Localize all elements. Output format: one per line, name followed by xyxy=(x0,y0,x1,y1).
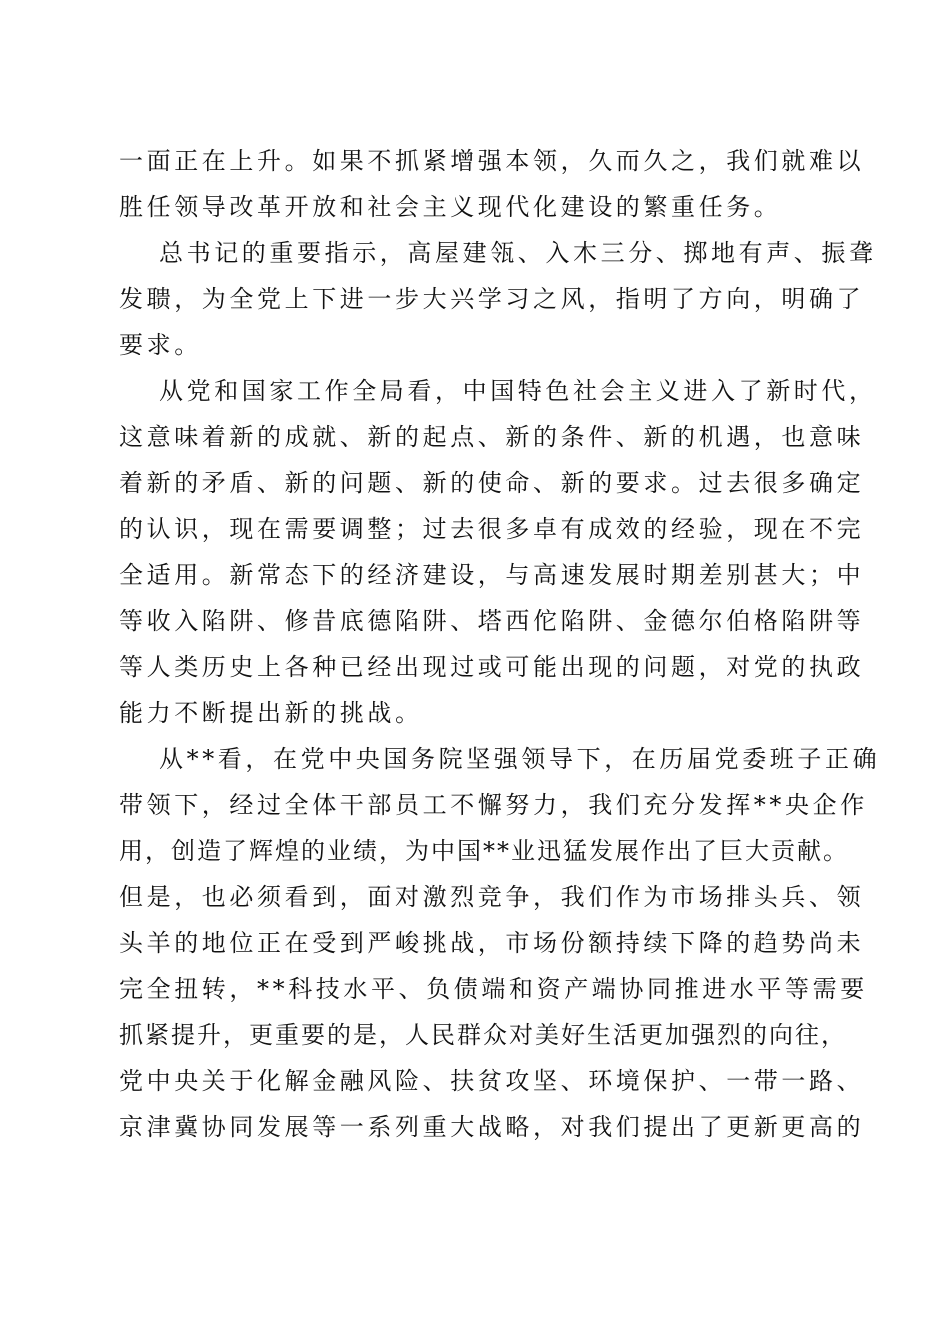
paragraph-2-line-1: 总书记的重要指示，高屋建瓴、入木三分、掷地有声、振聋 xyxy=(159,239,877,267)
paragraph-4-line-4: 但是，也必须看到，面对激烈竞争，我们作为市场排头兵、领 xyxy=(119,883,865,911)
paragraph-3-line-8: 能力不断提出新的挑战。 xyxy=(119,699,423,727)
paragraph-3-line-4: 的认识，现在需要调整；过去很多卓有成效的经验，现在不完 xyxy=(119,515,865,543)
paragraph-3-line-2: 这意味着新的成就、新的起点、新的条件、新的机遇，也意味 xyxy=(119,423,865,451)
paragraph-4-line-6: 完全扭转，**科技水平、负债端和资产端协同推进水平等需要 xyxy=(119,975,868,1003)
paragraph-1-line-1: 一面正在上升。如果不抓紧增强本领，久而久之，我们就难以 xyxy=(119,147,865,175)
paragraph-4-line-3: 用，创造了辉煌的业绩，为中国**业迅猛发展作出了巨大贡献。 xyxy=(119,837,849,865)
paragraph-4-line-9: 京津冀协同发展等一系列重大战略，对我们提出了更新更高的 xyxy=(119,1113,865,1141)
paragraph-4-line-5: 头羊的地位正在受到严峻挑战，市场份额持续下降的趋势尚未 xyxy=(119,929,865,957)
paragraph-4-line-2: 带领下，经过全体干部员工不懈努力，我们充分发挥**央企作 xyxy=(119,791,868,819)
paragraph-2-line-2: 发聩，为全党上下进一步大兴学习之风，指明了方向，明确了 xyxy=(119,285,865,313)
paragraph-2-line-3: 要求。 xyxy=(119,331,202,359)
paragraph-4-line-7: 抓紧提升，更重要的是，人民群众对美好生活更加强烈的向往， xyxy=(119,1021,847,1049)
paragraph-4-line-8: 党中央关于化解金融风险、扶贫攻坚、环境保护、一带一路、 xyxy=(119,1067,865,1095)
paragraph-3-line-5: 全适用。新常态下的经济建设，与高速发展时期差别甚大；中 xyxy=(119,561,865,589)
paragraph-4-line-1: 从**看，在党中央国务院坚强领导下，在历届党委班子正确 xyxy=(159,745,881,773)
paragraph-3-line-1: 从党和国家工作全局看，中国特色社会主义进入了新时代， xyxy=(159,377,877,405)
paragraph-3-line-7: 等人类历史上各种已经出现过或可能出现的问题，对党的执政 xyxy=(119,653,865,681)
paragraph-3-line-6: 等收入陷阱、修昔底德陷阱、塔西佗陷阱、金德尔伯格陷阱等 xyxy=(119,607,865,635)
paragraph-3-line-3: 着新的矛盾、新的问题、新的使命、新的要求。过去很多确定 xyxy=(119,469,865,497)
paragraph-1-line-2: 胜任领导改革开放和社会主义现代化建设的繁重任务。 xyxy=(119,193,782,221)
